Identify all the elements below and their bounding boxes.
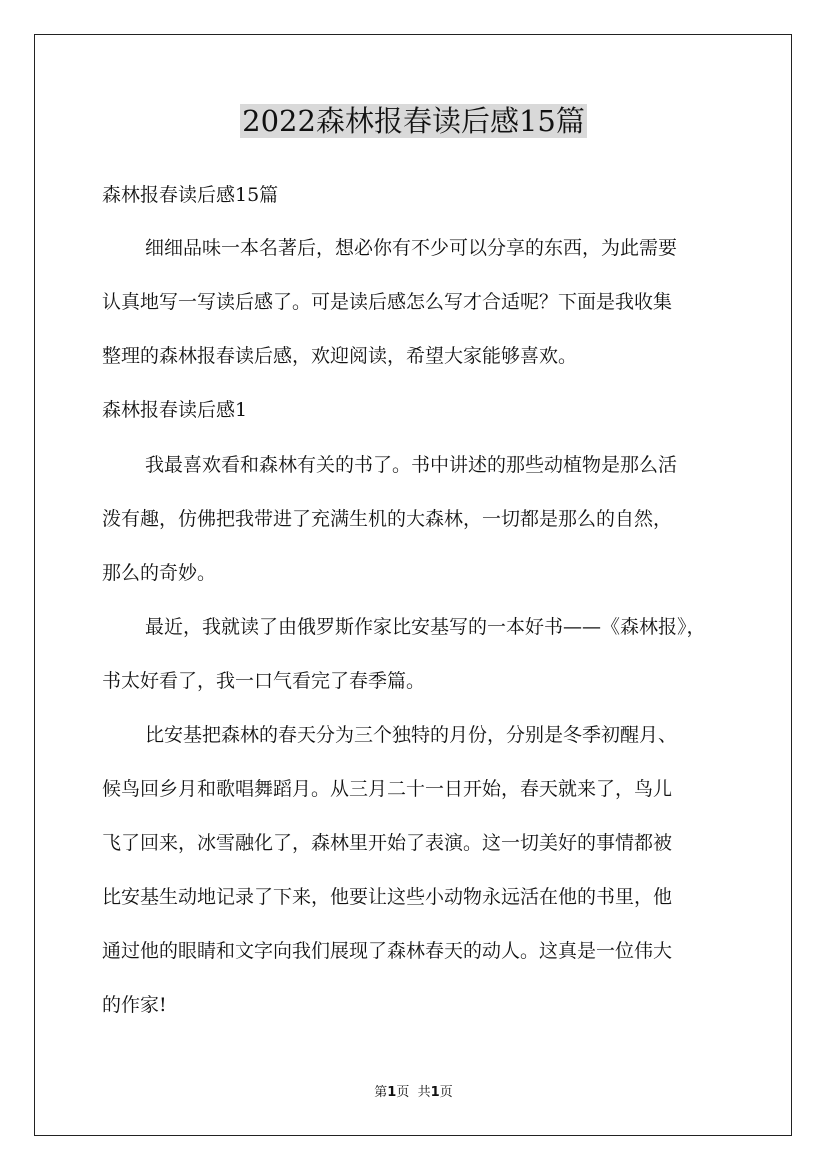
document-title-text: 2022森林报春读后感15篇 — [242, 104, 585, 138]
paragraph3-line-3: 飞了回来，冰雪融化了，森林里开始了表演。这一切美好的事情都被 — [102, 832, 673, 854]
paragraph2-line-1: 最近，我就读了由俄罗斯作家比安基写的一本好书——《森林报》， — [145, 616, 706, 638]
document-title — [0, 100, 827, 142]
paragraph3-line-2: 候鸟回乡月和歌唱舞蹈月。从三月二十一日开始，春天就来了，鸟儿 — [102, 778, 673, 800]
intro-line-1: 细细品味一本名著后，想必你有不少可以分享的东西，为此需要 — [145, 237, 678, 259]
paragraph1-line-2: 泼有趣，仿佛把我带进了充满生机的大森林，一切都是那么的自然， — [102, 508, 673, 530]
paragraph3-line-1: 比安基把森林的春天分为三个独特的月份，分别是冬季初醒月、 — [145, 724, 678, 746]
footer-page-suffix: 页 — [396, 1085, 410, 1100]
paragraph1-line-1: 我最喜欢看和森林有关的书了。书中讲述的那些动植物是那么活 — [145, 454, 678, 476]
footer-page-number: 1 — [387, 1085, 397, 1100]
footer-page-prefix: 第 — [374, 1085, 388, 1100]
intro-line-2: 认真地写一写读后感了。可是读后感怎么写才合适呢？下面是我收集 — [102, 291, 673, 313]
paragraph3-line-5: 通过他的眼睛和文字向我们展现了森林春天的动人。这真是一位伟大 — [102, 940, 673, 962]
paragraph3-line-6: 的作家! — [102, 994, 167, 1016]
footer-total-prefix: 共 — [417, 1085, 431, 1100]
section-heading: 森林报春读后感1 — [102, 399, 248, 421]
footer-total-number: 1 — [430, 1085, 440, 1100]
paragraph2-line-2: 书太好看了，我一口气看完了春季篇。 — [102, 670, 426, 692]
document-subtitle: 森林报春读后感15篇 — [102, 184, 279, 206]
paragraph1-line-3: 那么的奇妙。 — [102, 562, 217, 584]
footer-total-suffix: 页 — [439, 1085, 453, 1100]
paragraph3-line-4: 比安基生动地记录了下来，他要让这些小动物永远活在他的书里，他 — [102, 886, 673, 908]
page-footer — [0, 1084, 827, 1102]
intro-line-3: 整理的森林报春读后感，欢迎阅读，希望大家能够喜欢。 — [102, 345, 578, 367]
